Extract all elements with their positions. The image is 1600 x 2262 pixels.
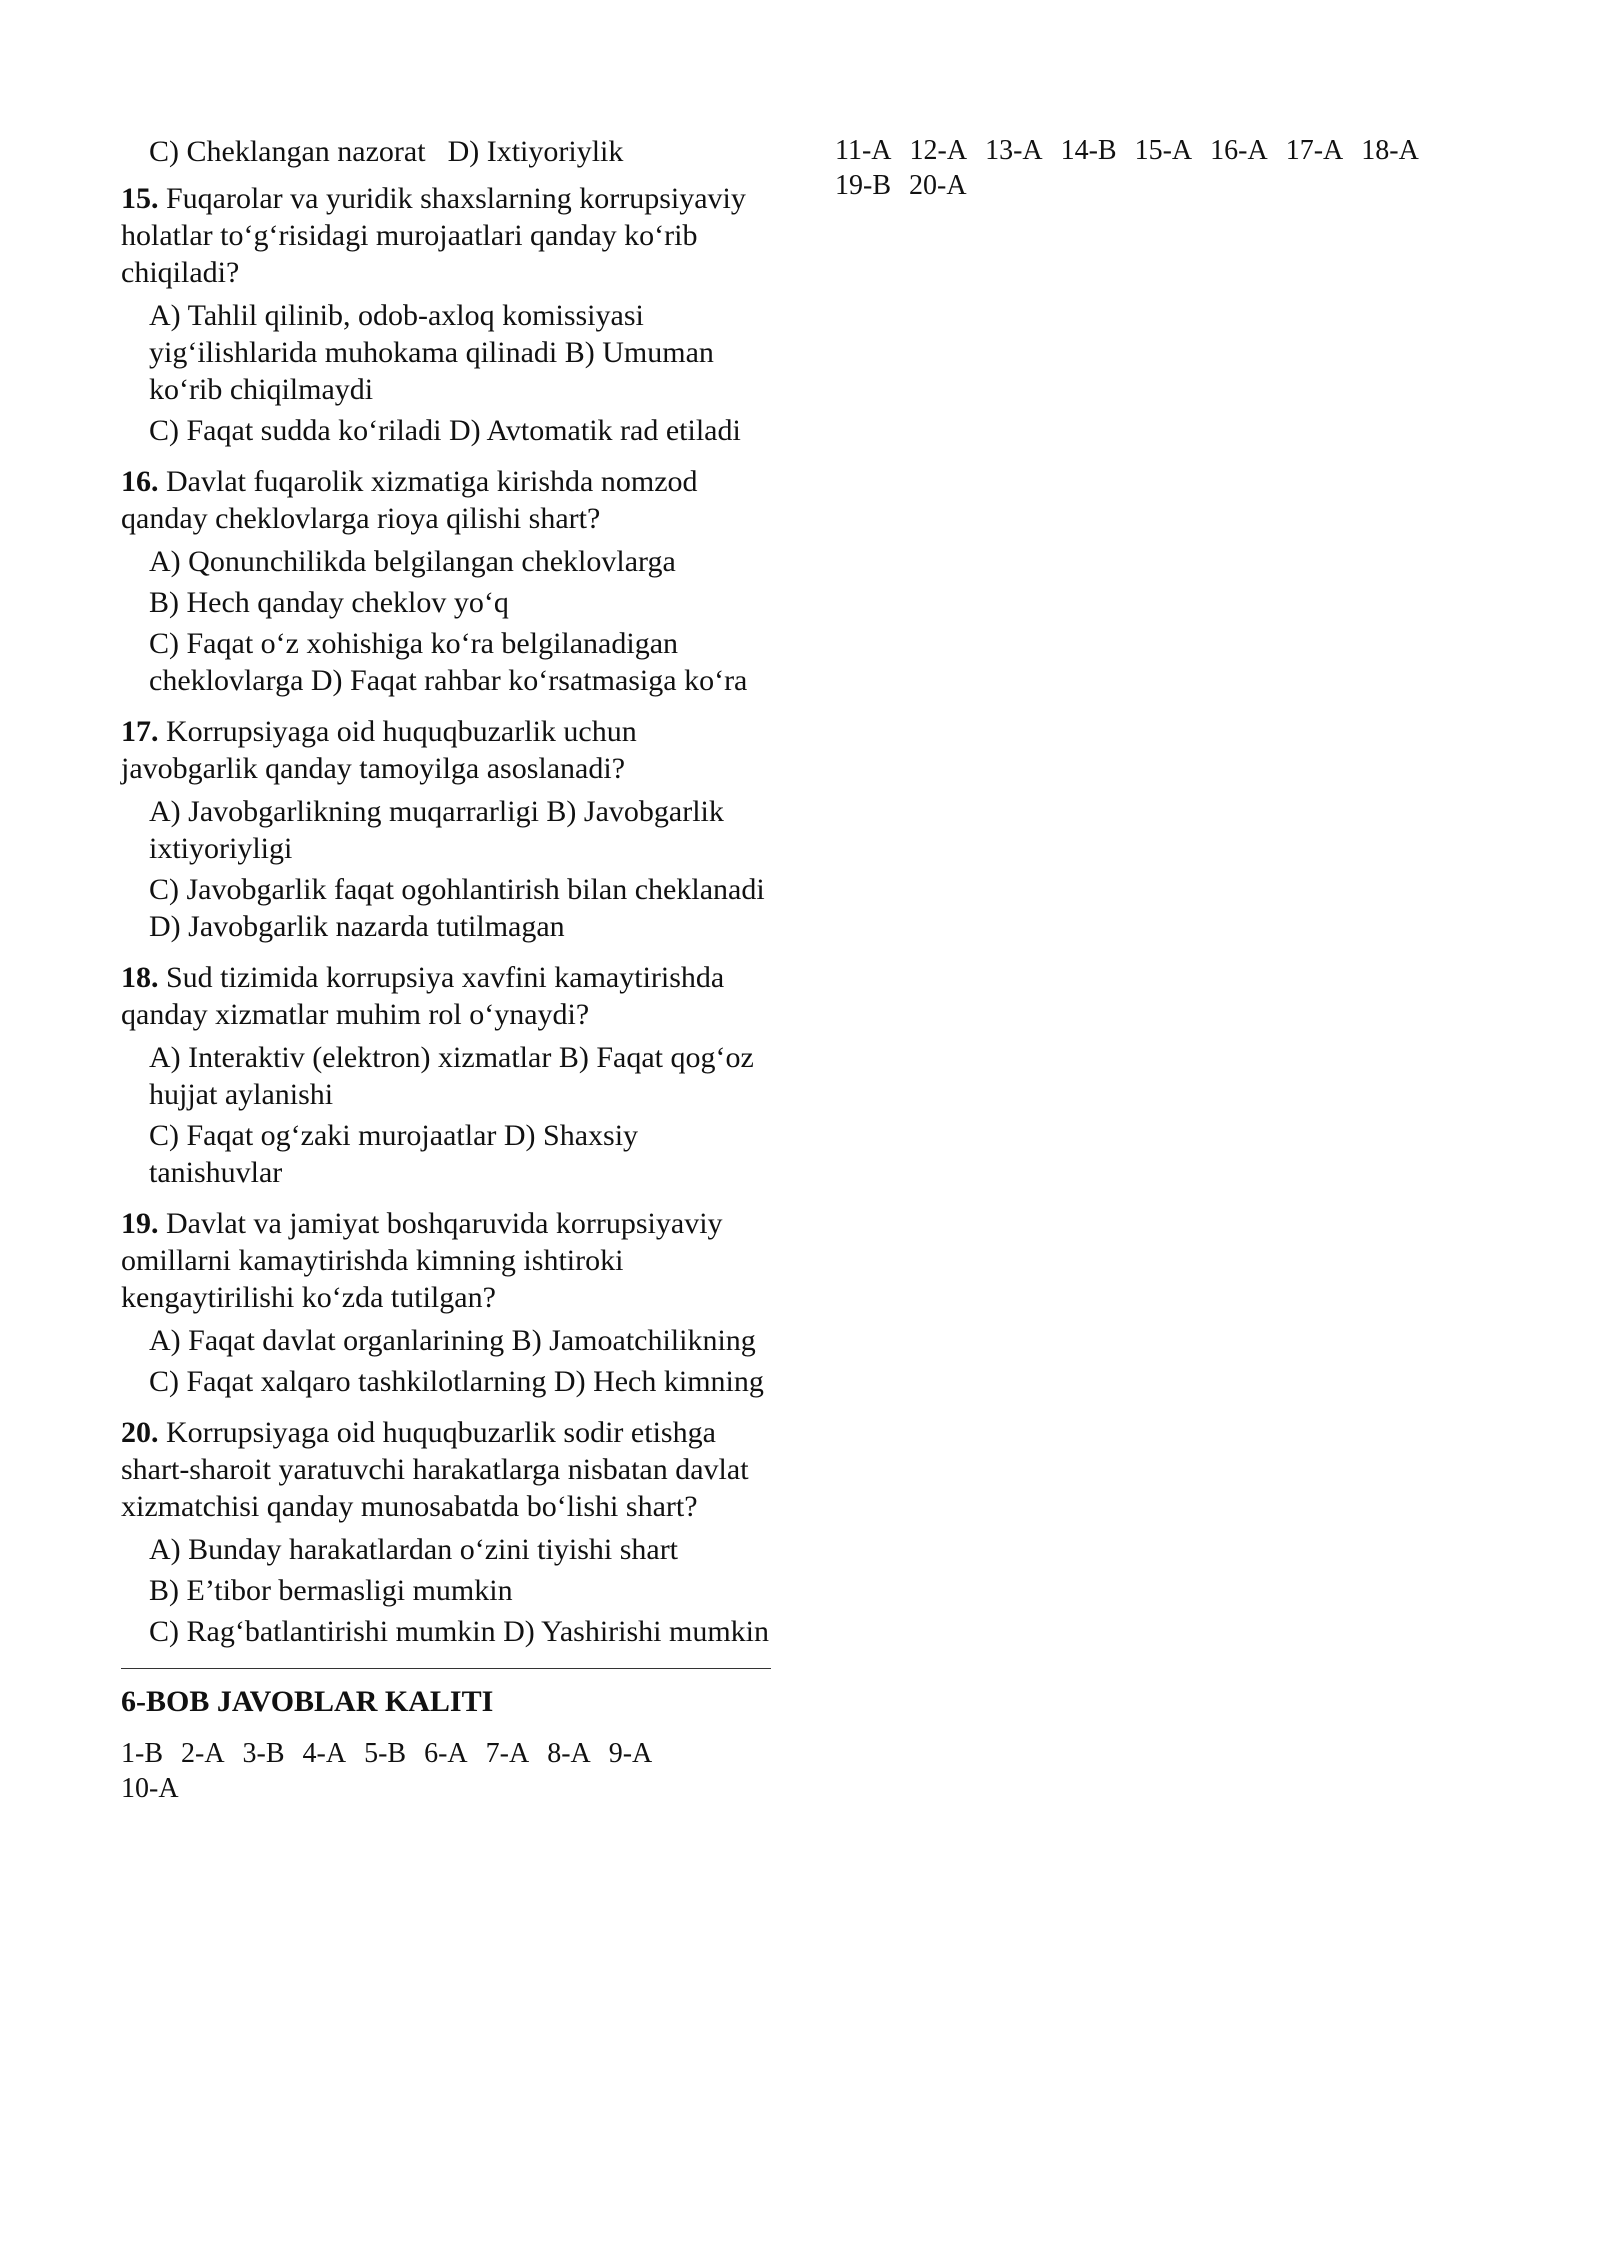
answer-item: 8-A [547,1738,591,1769]
option-line: A) Faqat davlat organlarining B) Jamoatchilikning [149,1324,756,1357]
question-stem [121,713,771,787]
question-text: Davlat va jamiyat boshqaruvida korrupsiyaviy omillarni kamaytirishda kimning ishtiroki kengaytirilishi ko‘zda tutilgan? [121,1207,723,1314]
answer-item: 17-A [1285,135,1344,166]
answer-item: 3-B [242,1738,285,1769]
option-line: C) Faqat xalqaro tashkilotlarning D) Hech kimning [149,1365,764,1398]
answer-item: 4-A [302,1738,347,1769]
question-text: Korrupsiyaga oid huquqbuzarlik uchun javobgarlik qanday tamoyilga asoslanadi? [121,715,637,785]
question-20 [121,1414,771,1650]
option-line: A) Tahlil qilinib, odob-axloq komissiyasi yig‘ilishlarida muhokama qilinadi B) Umuman ko‘rib chiqilmaydi [149,299,714,406]
option-line: A) Interaktiv (elektron) xizmatlar B) Faqat qog‘oz hujjat aylanishi [149,1041,754,1111]
answer-item: 13-A [985,135,1043,166]
answer-item: 7-A [485,1738,530,1769]
question-number: 19. [121,1207,159,1240]
question-number: 17. [121,715,159,748]
question-number: 20. [121,1416,159,1449]
answer-item: 2-A [181,1738,225,1769]
option-line: C) Faqat og‘zaki murojaatlar D) Shaxsiy tanishuvlar [149,1119,639,1189]
question-number: 18. [121,961,159,994]
option-d: D) Ixtiyoriylik [447,135,624,168]
section-divider [121,1668,771,1669]
answer-item: 10-A [121,1773,179,1804]
question-19 [121,1205,771,1400]
question-text: Fuqarolar va yuridik shaxslarning korrupsiyaviy holatlar to‘g‘risidagi murojaatlari qanday ko‘rib chiqiladi? [121,182,746,289]
option-line: A) Qonunchilikda belgilangan cheklovlarga [149,545,676,578]
options [121,793,771,945]
option-line: C) Rag‘batlantirishi mumkin D) Yashirishi mumkin [149,1615,769,1648]
option-c: C) Cheklangan nazorat [149,135,426,168]
question-stem [121,959,771,1033]
question-number: 15. [121,182,159,215]
question-17 [121,713,771,945]
answer-item: 14-B [1060,135,1117,166]
question-text: Sud tizimida korrupsiya xavfini kamaytirishda qanday xizmatlar muhim rol o‘ynaydi? [121,961,725,1031]
answer-item: 18-A [1361,135,1419,166]
answer-item: 6-A [424,1738,468,1769]
answer-item: 11-A [835,135,892,166]
answer-item: 15-A [1134,135,1193,166]
question-stem [121,463,771,537]
answer-item: 9-A [608,1738,653,1769]
option-line: C) Faqat sudda ko‘riladi D) Avtomatik rad etiladi [149,414,741,447]
question-text: Davlat fuqarolik xizmatiga kirishda nomzod qanday cheklovlarga rioya qilishi shart? [121,465,698,535]
question-text: Korrupsiyaga oid huquqbuzarlik sodir etishga shart-sharoit yaratuvchi harakatlarga nisbatan davlat xizmatchisi qanday munosabatda bo‘lishi shart? [121,1416,749,1523]
question-15 [121,180,771,449]
answer-item: 1-B [121,1738,163,1769]
answer-key-title: 6-BOB JAVOBLAR KALITI [121,1685,494,1718]
question-stem [121,180,771,291]
option-line: B) E’tibor bermasligi mumkin [149,1574,513,1607]
answer-item: 5-B [364,1738,407,1769]
options [121,1322,771,1400]
question-stem [121,1205,771,1316]
question-stem [121,1414,771,1525]
answer-item: 16-A [1210,135,1268,166]
right-column [835,133,1495,203]
options [121,543,771,699]
answer-key-left [121,1736,771,1806]
left-column [121,133,771,1806]
answer-item: 20-A [909,170,967,201]
option-line: C) Faqat o‘z xohishiga ko‘ra belgilanadigan cheklovlarga D) Faqat rahbar ko‘rsatmasiga ko‘ra [149,627,748,697]
answer-item: 12-A [909,135,968,166]
options [121,1039,771,1191]
option-line: C) Javobgarlik faqat ogohlantirish bilan cheklanadi D) Javobgarlik nazarda tutilmagan [149,873,765,943]
question-18 [121,959,771,1191]
option-line: B) Hech qanday cheklov yo‘q [149,586,509,619]
question-16 [121,463,771,699]
option-line: A) Javobgarlikning muqarrarligi B) Javobgarlik ixtiyoriyligi [149,795,724,865]
answer-item: 19-B [835,170,891,201]
options [121,297,771,449]
options [121,1531,771,1650]
option-line: A) Bunday harakatlardan o‘zini tiyishi shart [149,1533,679,1566]
question-14-options-tail [121,133,771,170]
option-line [149,133,771,170]
answer-key-right [835,133,1495,203]
question-number: 16. [121,465,159,498]
